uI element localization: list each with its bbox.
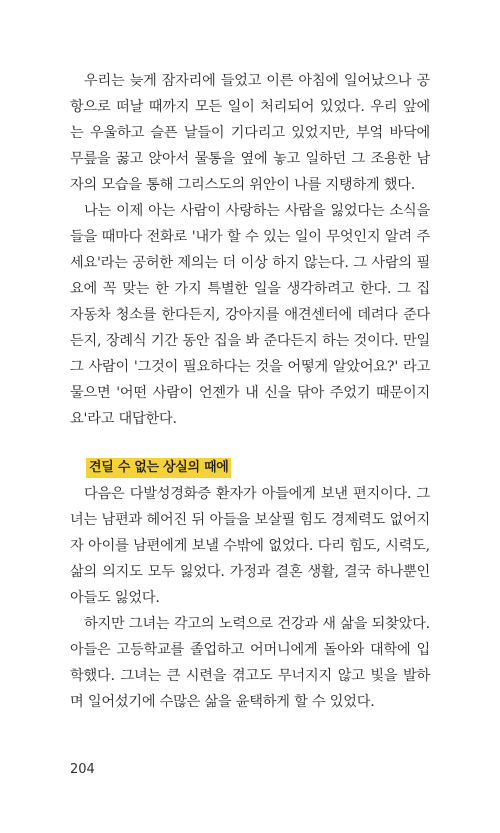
- section-heading: 견딜 수 없는 상실의 때에: [86, 458, 231, 478]
- paragraph: 다음은 다발성경화증 환자가 아들에게 보낸 편지이다. 그녀는 남편과 헤어진 뒤 아들을 보살필 힘도 경제력도 없어지자 아이를 남편에게 보낼 수밖에 없었다. 다리 힘도, 시력도, 삶의 의지도 모두 잃었다. 가정과 결혼 생활, 결국 하나뿐인 아들도 잃었다.: [70, 486, 430, 606]
- page-number: 204: [70, 762, 95, 777]
- section-heading-wrapper: [86, 457, 231, 479]
- body-text-bottom: [70, 481, 430, 715]
- body-text-top: [70, 68, 430, 432]
- paragraph: 나는 이제 아는 사람이 사랑하는 사람을 잃었다는 소식을 들을 때마다 전화로 '내가 할 수 있는 일이 무엇인지 알려 주세요'라는 공허한 제의는 더 이상 하지 않는다. 그 사람의 필요에 꼭 맞는 한 가지 특별한 일을 생각하려고 한다. 그 집 자동차 청소를 한다든지, 강아지를 애견센터에 데려다 준다든지, 장례식 기간 동안 집을 봐 준다든지 하는 것이다. 만일 그 사람이 '그것이 필요하다는 것을 어떻게 알았어요?' 라고 물으면 '어떤 사람이 언젠가 내 신을 닦아 주었기 때문이지요'라고 대답한다.: [70, 203, 430, 427]
- paragraph: 우리는 늦게 잠자리에 들었고 이른 아침에 일어났으나 공항으로 떠날 때까지 모든 일이 처리되어 있었다. 우리 앞에는 우울하고 슬픈 날들이 기다리고 있었지만, 부엌 바닥에 무릎을 꿇고 앉아서 물통을 옆에 놓고 일하던 그 조용한 남자의 모습을 통해 그리스도의 위안이 나를 지탱하게 했다.: [70, 73, 430, 193]
- paragraph: 하지만 그녀는 각고의 노력으로 건강과 새 삶을 되찾았다. 아들은 고등학교를 졸업하고 어머니에게 돌아와 대학에 입학했다. 그녀는 큰 시련을 겪고도 무너지지 않고 빛을 발하며 일어섰기에 수많은 삶을 윤택하게 할 수 있었다.: [70, 616, 430, 710]
